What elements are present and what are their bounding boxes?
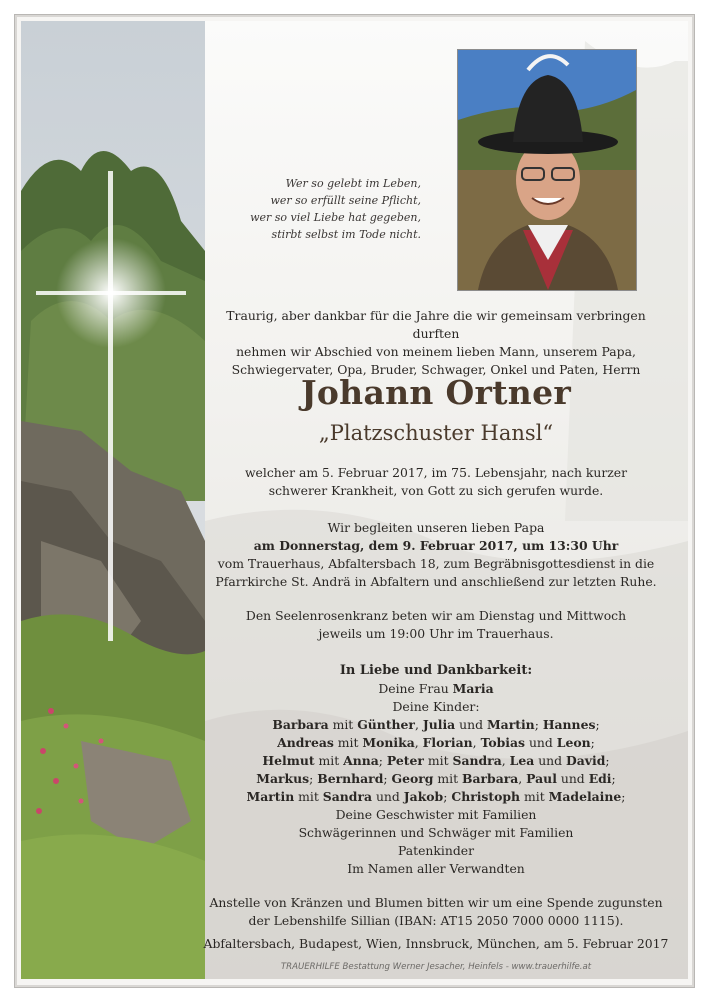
wife-prefix: Deine Frau [378,681,453,696]
death-info [201,464,671,500]
mourners-other-line: Deine Geschwister mit Familien [335,807,537,822]
connector-text: ; [309,771,318,786]
poem-line: stirbt selbst im Tode nicht. [271,228,421,241]
family-member-name: Helmut [262,753,315,768]
obituary-frame [14,14,695,988]
funeral-line: vom Trauerhaus, Abfaltersbach 18, zum Begräbnisgottesdienst in die [217,556,655,571]
mourners-other-line: Schwägerinnen und Schwäger mit Familien [298,825,574,840]
family-member-name: David [566,753,606,768]
mourners-list [201,662,671,878]
connector-text: ; [595,717,600,732]
family-member-name: Julia [422,717,456,732]
connector-text: mit [314,753,344,768]
children-line [201,788,671,806]
connector-text: , [414,735,423,750]
wife-line [201,680,671,698]
children-line [201,734,671,752]
rosary-info [201,607,671,643]
family-member-name: Georg [391,771,434,786]
connector-text: , [518,771,527,786]
family-member-name: Martin [486,717,535,732]
poem-line: Wer so gelebt im Leben, [285,177,421,190]
family-member-name: Edi [588,771,612,786]
connector-text: mit [333,735,363,750]
family-member-name: Martin [246,789,295,804]
family-member-name: Sandra [452,753,502,768]
place-date: Abfaltersbach, Budapest, Wien, Innsbruck, München, am 5. Februar 2017 [203,936,669,951]
deceased-name: Johann Ortner [300,373,572,412]
connector-text: ; [378,753,387,768]
connector-text: , [472,735,481,750]
funeral-info [201,519,671,591]
connector-text: ; [443,789,452,804]
children-line [201,752,671,770]
children-lines [201,716,671,806]
family-member-name: Bernhard [317,771,384,786]
family-member-name: Barbara [272,717,329,732]
donation-line: Anstelle von Kränzen und Blumen bitten wir um eine Spende zugunsten [209,895,663,910]
connector-text: ; [621,789,626,804]
deceased-nickname: „Platzschuster Hansl“ [318,421,554,445]
mourners-other-line: Patenkinder [397,843,475,858]
poem [221,175,421,243]
connector-text: und [525,735,557,750]
family-member-name: Tobias [480,735,525,750]
mourners-heading: In Liebe und Dankbarkeit: [339,663,533,678]
rosary-line: jeweils um 19:00 Uhr im Trauerhaus. [318,626,554,641]
poem-line: wer so viel Liebe hat gegeben, [250,211,421,224]
funeral-line: Pfarrkirche St. Andrä in Abfaltern und anschließend zur letzten Ruhe. [215,574,657,589]
connector-text: ; [611,771,616,786]
connector-text: und [534,753,567,768]
intro-line: nehmen wir Abschied von meinem lieben Mann, unserem Papa, [236,344,636,359]
family-member-name: Hannes [542,717,596,732]
family-member-name: Günther [357,717,415,732]
connector-text: , [414,717,423,732]
connector-text: mit [423,753,453,768]
intro-line: Traurig, aber dankbar für die Jahre die wir gemeinsam verbringen durften [226,308,646,341]
connector-text: , [501,753,510,768]
death-info-line: schwerer Krankheit, von Gott zu sich gerufen wurde. [268,483,604,498]
family-member-name: Madelaine [548,789,622,804]
funeral-date-line: am Donnerstag, dem 9. Februar 2017, um 13:30 Uhr [253,538,619,553]
connector-text: mit [520,789,549,804]
intro-text [201,307,671,379]
connector-text: und [372,789,404,804]
family-member-name: Paul [526,771,557,786]
mourners-other-line: Im Namen aller Verwandten [347,861,525,876]
connector-text: mit [328,717,358,732]
family-member-name: Barbara [462,771,519,786]
wife-name: Maria [452,681,494,696]
family-member-name: Monika [362,735,415,750]
intro-line: Schwiegervater, Opa, Bruder, Schwager, Onkel und Paten, Herrn [231,362,641,377]
children-line [201,716,671,734]
rosary-line: Den Seelenrosenkranz beten wir am Dienstag und Mittwoch [245,608,627,623]
family-member-name: Sandra [322,789,373,804]
family-member-name: Leon [556,735,591,750]
family-member-name: Lea [509,753,535,768]
family-member-name: Andreas [277,735,334,750]
death-info-line: welcher am 5. Februar 2017, im 75. Lebensjahr, nach kurzer [244,465,628,480]
family-member-name: Christoph [451,789,521,804]
family-member-name: Peter [386,753,424,768]
connector-text: ; [590,735,595,750]
connector-text: und [556,771,589,786]
donation-line: der Lebenshilfe Sillian (IBAN: AT15 2050 7000 0000 1115). [248,913,624,928]
connector-text: mit [433,771,462,786]
connector-text: mit [294,789,323,804]
funeral-home-footer: TRAUERHILFE Bestattung Werner Jesacher, Heinfels - www.trauerhilfe.at [280,962,592,972]
family-member-name: Jakob [403,789,444,804]
nature-cross-photo [21,21,205,979]
obituary-content [201,14,671,988]
family-member-name: Florian [422,735,473,750]
donation-info [201,894,671,930]
family-member-name: Markus [256,771,310,786]
family-member-name: Anna [343,753,379,768]
children-label: Deine Kinder: [392,699,480,714]
connector-text: und [455,717,487,732]
poem-line: wer so erfüllt seine Pflicht, [270,194,421,207]
funeral-line: Wir begleiten unseren lieben Papa [327,520,545,535]
connector-text: ; [605,753,610,768]
connector-text: ; [534,717,543,732]
children-line [201,770,671,788]
connector-text: ; [383,771,392,786]
